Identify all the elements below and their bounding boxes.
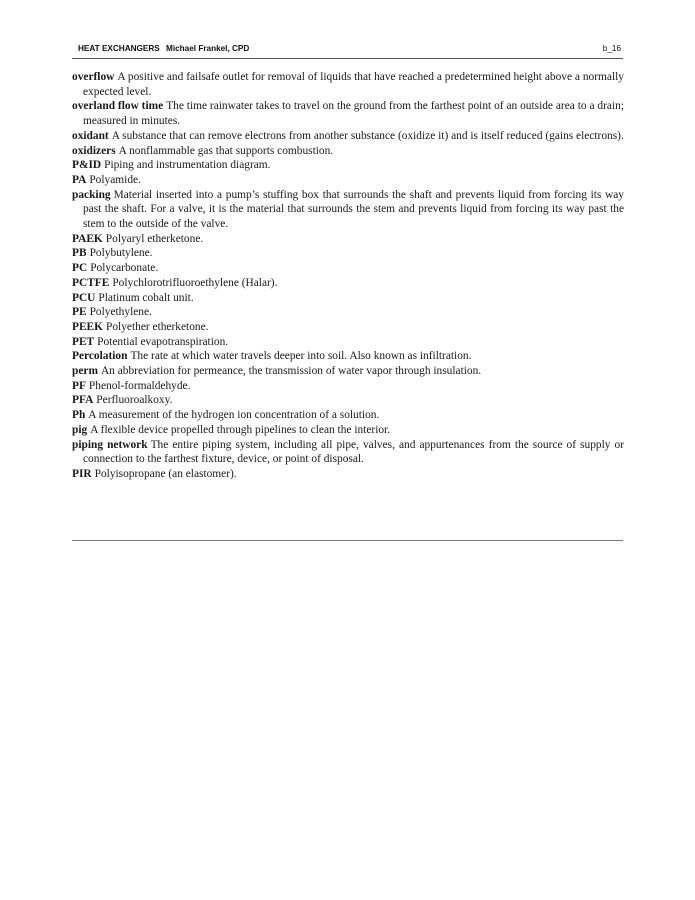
- header-left: [78, 44, 249, 53]
- glossary-entry-pa: [72, 173, 624, 188]
- glossary-term: P&ID: [72, 159, 102, 172]
- glossary-definition: Polyisopropane (an elastomer).: [94, 467, 237, 480]
- glossary-entry-ph: [72, 408, 624, 423]
- glossary-entry-pe: [72, 305, 624, 320]
- glossary-definition: A measurement of the hydrogen ion concentration of a solution.: [88, 409, 380, 422]
- glossary-term: PCTFE: [72, 276, 110, 289]
- glossary-term: PA: [72, 173, 87, 186]
- glossary-term: PCU: [72, 291, 96, 304]
- glossary-term: PEEK: [72, 320, 104, 333]
- glossary-definition: Polybutylene.: [89, 247, 153, 260]
- glossary-definition: Perfluoroalkoxy.: [96, 394, 173, 407]
- glossary-term: PIR: [72, 467, 92, 480]
- glossary-entry-pir: [72, 467, 624, 482]
- glossary-entry-piping-network: [72, 438, 624, 467]
- book-title: HEAT EXCHANGERS: [78, 44, 160, 53]
- glossary-entry-pcu: [72, 291, 624, 306]
- glossary-list: [72, 70, 624, 482]
- glossary-term: PC: [72, 262, 88, 275]
- glossary-entry-oxidant: [72, 129, 624, 144]
- glossary-term: PET: [72, 335, 95, 348]
- glossary-definition: The entire piping system, including all pipe, valves, and appurtenances from the source of supply or connection to the farthest fixture, device, or point of disposal.: [83, 438, 624, 466]
- glossary-term: pig: [72, 423, 88, 436]
- glossary-entry-pctfe: [72, 276, 624, 291]
- glossary-definition: Polyamide.: [89, 173, 141, 186]
- glossary-entry-pf: [72, 379, 624, 394]
- glossary-definition: An abbreviation for permeance, the transmission of water vapor through insulation.: [100, 365, 482, 378]
- glossary-term: PE: [72, 306, 87, 319]
- glossary-definition: Polyether etherketone.: [106, 320, 209, 333]
- glossary-definition: The time rainwater takes to travel on the ground from the farthest point of an outside area to a drain; measured in minutes.: [83, 100, 624, 128]
- glossary-term: Ph: [72, 409, 86, 422]
- author-name: Michael Frankel, CPD: [166, 44, 250, 53]
- glossary-definition: Polyethylene.: [89, 306, 152, 319]
- glossary-term: piping network: [72, 438, 148, 451]
- glossary-definition: A positive and failsafe outlet for removal of liquids that have reached a predetermined height above a normally expected level.: [83, 71, 624, 98]
- glossary-definition: A nonflammable gas that supports combustion.: [118, 144, 334, 157]
- header-rule: [72, 58, 623, 59]
- glossary-term: oxidizers: [72, 144, 116, 157]
- glossary-entry-oxidizers: [72, 144, 624, 159]
- glossary-entry-peek: [72, 320, 624, 335]
- glossary-term: PFA: [72, 394, 94, 407]
- glossary-term: packing: [72, 188, 111, 201]
- glossary-definition: A flexible device propelled through pipelines to clean the interior.: [90, 423, 391, 436]
- footer-rule: [72, 540, 623, 541]
- glossary-entry-overland-flow-time: [72, 99, 624, 128]
- glossary-entry-pfa: [72, 393, 624, 408]
- glossary-definition: Platinum cobalt unit.: [98, 291, 194, 304]
- glossary-definition: Phenol-formaldehyde.: [88, 379, 191, 392]
- glossary-entry-percolation: [72, 349, 624, 364]
- glossary-definition: Piping and instrumentation diagram.: [104, 159, 271, 172]
- glossary-definition: Polychlorotrifluoroethylene (Halar).: [112, 276, 278, 289]
- glossary-term: PB: [72, 247, 87, 260]
- glossary-definition: Material inserted into a pump’s stuffing box that surrounds the shaft and prevents liquid from forcing its way past the shaft. For a valve, it is the material that surrounds the stem and prevents liquid from forcing its way past the stem to the outside of the valve.: [83, 188, 624, 231]
- glossary-entry-paek: [72, 232, 624, 247]
- glossary-term: overland flow time: [72, 100, 164, 113]
- glossary-term: perm: [72, 365, 98, 378]
- glossary-definition: The rate at which water travels deeper into soil. Also known as infiltration.: [130, 350, 472, 363]
- glossary-entry-overflow: [72, 70, 624, 99]
- glossary-entry-pc: [72, 261, 624, 276]
- glossary-term: overflow: [72, 71, 115, 83]
- glossary-entry-pig: [72, 423, 624, 438]
- glossary-entry-packing: [72, 188, 624, 232]
- glossary-term: Percolation: [72, 350, 128, 363]
- glossary-term: PAEK: [72, 232, 103, 245]
- glossary-definition: Polyaryl etherketone.: [105, 232, 204, 245]
- running-header: [72, 44, 623, 58]
- glossary-entry-pet: [72, 335, 624, 350]
- glossary-term: PF: [72, 379, 86, 392]
- page-label: b_16: [602, 44, 621, 53]
- glossary-definition: A substance that can remove electrons from another substance (oxidize it) and is itself reduced (gains electrons).: [111, 129, 624, 142]
- glossary-entry-perm: [72, 364, 624, 379]
- glossary-entry-pb: [72, 246, 624, 261]
- glossary-entry-p-and-id: [72, 158, 624, 173]
- glossary-definition: Potential evapotranspiration.: [97, 335, 229, 348]
- glossary-definition: Polycarbonate.: [90, 262, 159, 275]
- glossary-term: oxidant: [72, 129, 109, 142]
